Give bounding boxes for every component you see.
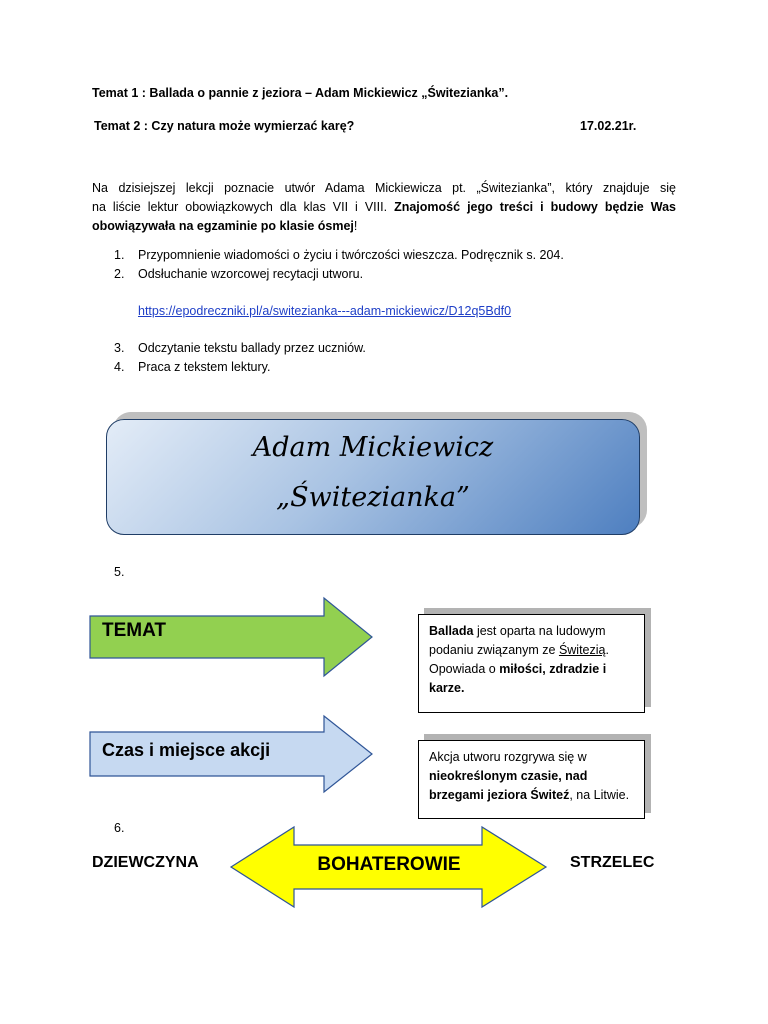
banner-author: Adam Mickiewicz <box>252 432 494 463</box>
czas-box <box>418 740 645 819</box>
intro-paragraph <box>92 179 676 236</box>
step-4-number: 4. <box>114 360 125 374</box>
temat-box-line-4: karze. <box>429 681 465 695</box>
step-2-text: Odsłuchanie wzorcowej recytacji utworu. <box>138 267 364 281</box>
czas-label: Czas i miejsce akcji <box>102 740 271 760</box>
bohaterowie-label: BOHATEROWIE <box>317 854 461 875</box>
step-1-text: Przypomnienie wiadomości o życiu i twórczości wieszcza. Podręcznik s. 204. <box>138 248 564 262</box>
step-3-text: Odczytanie tekstu ballady przez uczniów. <box>138 341 366 355</box>
recitation-link[interactable]: https://epodreczniki.pl/a/switezianka---adam-mickiewicz/D12q5Bdf0 <box>138 304 512 318</box>
temat-box-line-3: Opowiada o miłości, zdradzie i <box>429 662 607 676</box>
intro-line-3: obowiązywała na egzaminie po klasie ósmej! <box>92 219 358 233</box>
step-2-number: 2. <box>114 267 125 281</box>
dziewczyna-label: DZIEWCZYNA <box>92 854 199 871</box>
banner-title: „Świtezianka” <box>276 482 470 513</box>
title-banner <box>106 419 640 535</box>
topic-2: Temat 2 : Czy natura może wymierzać karę? <box>94 119 355 133</box>
temat-box-line-1: Ballada jest oparta na ludowym <box>429 624 606 638</box>
step-1-number: 1. <box>114 248 125 262</box>
czas-box-line-3: brzegami jeziora Świteź, na Litwie. <box>429 788 630 802</box>
strzelec-label: STRZELEC <box>570 854 655 871</box>
section-6-number: 6. <box>114 821 125 835</box>
date: 17.02.21r. <box>580 119 637 133</box>
czas-box-line-2: nieokreślonym czasie, nad <box>429 769 588 783</box>
temat-box-line-2: podaniu związanym ze Świtezią. <box>429 643 609 657</box>
step-3-number: 3. <box>114 341 125 355</box>
section-5-number: 5. <box>114 565 125 579</box>
topic-1: Temat 1 : Ballada o pannie z jeziora – Adam Mickiewicz „Świtezianka”. <box>92 86 509 100</box>
czas-box-line-1: Akcja utworu rozgrywa się w <box>429 750 587 764</box>
intro-line-1: Na dzisiejszej lekcji poznacie utwór Adama Mickiewicza pt. „Świtezianka”, który znajduje się <box>92 181 676 195</box>
temat-box <box>418 614 645 713</box>
temat-label: TEMAT <box>102 620 167 641</box>
intro-line-2: na liście lektur obowiązkowych dla klas VII i VIII. Znajomość jego treści i budowy będzie Was <box>92 200 676 214</box>
step-4-text: Praca z tekstem lektury. <box>138 360 271 374</box>
